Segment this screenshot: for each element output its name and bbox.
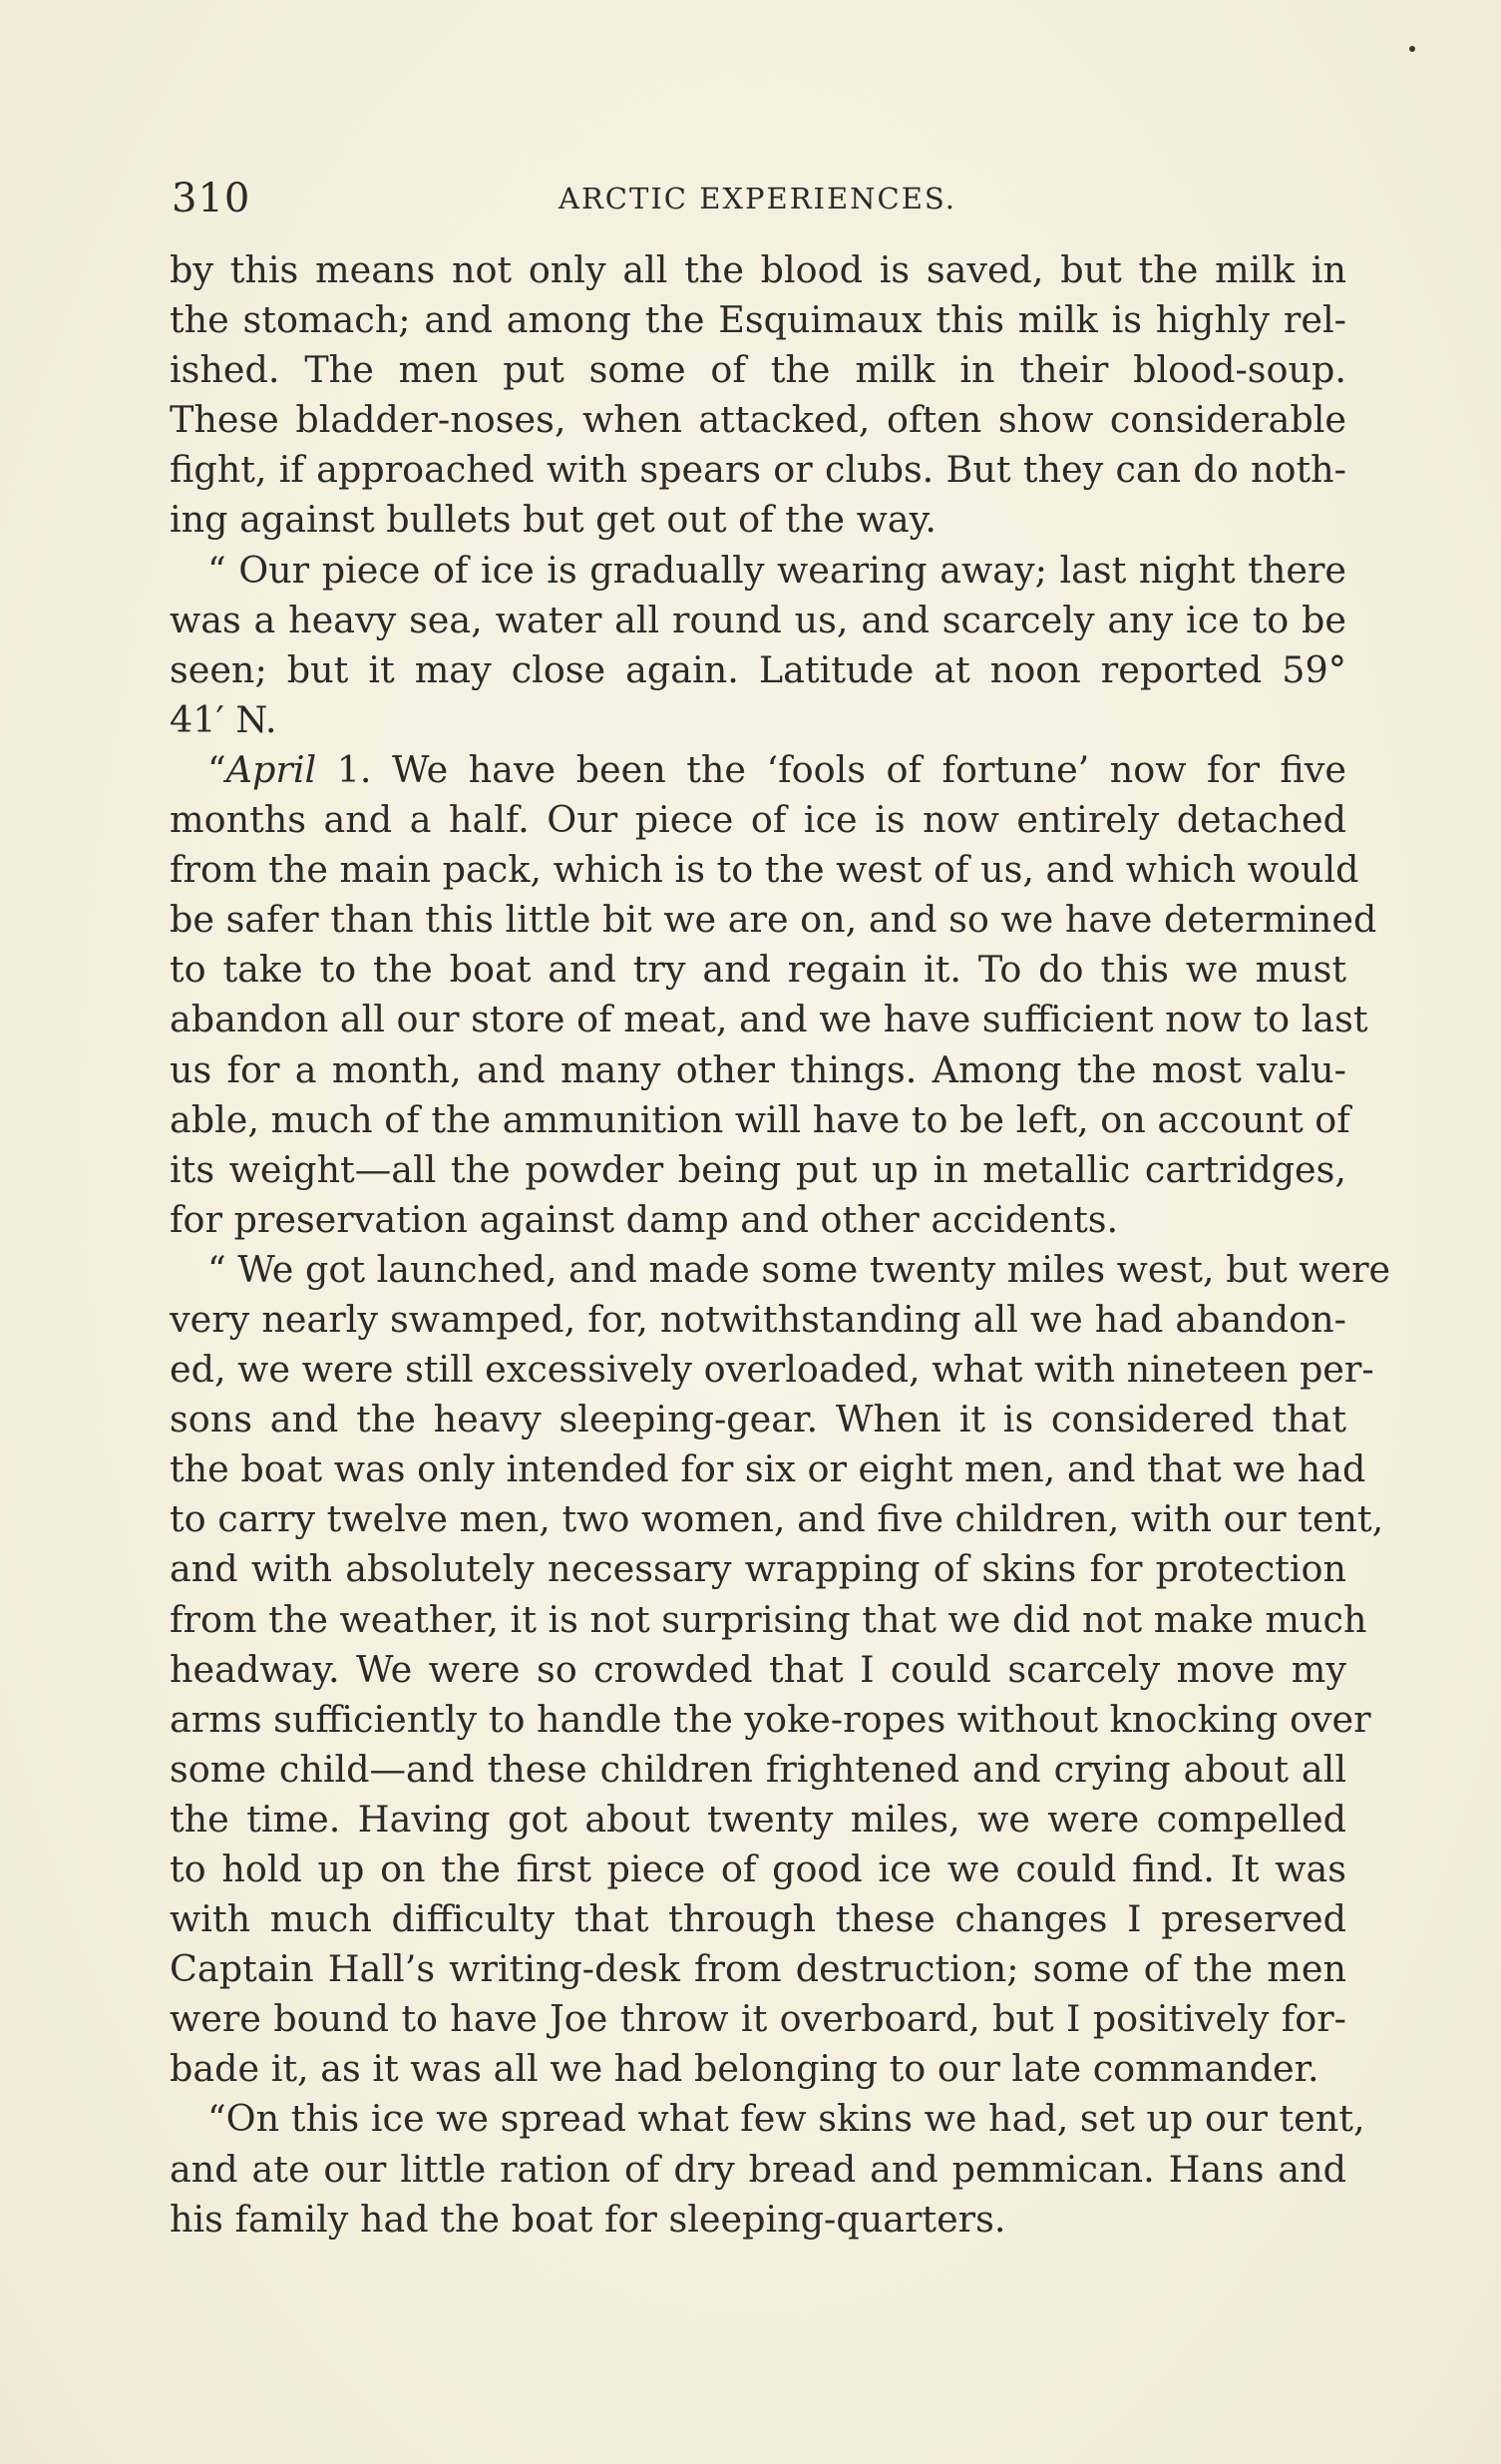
text-line: its weight—all the powder being put up in metallic cartridges, xyxy=(170,1147,1346,1191)
page-header xyxy=(172,170,1343,229)
text-line: months and a half. Our piece of ice is now entirely detached xyxy=(170,798,1346,842)
text-line: for preservation against damp and other accidents. xyxy=(170,1197,1119,1241)
running-head: ARCTIC EXPERIENCES. xyxy=(559,182,956,215)
text-line: his family had the boat for sleeping-quarters. xyxy=(170,2197,1006,2241)
text-line: to hold up on the first piece of good ice we could find. It was xyxy=(170,1848,1346,1890)
text-line: to take to the boat and try and regain it. To do this we must xyxy=(170,948,1346,992)
paragraph xyxy=(170,245,1346,546)
text-line: fight, if approached with spears or clubs. But they can do noth- xyxy=(170,448,1346,492)
text-line: seen; but it may close again. Latitude at noon reported 59° xyxy=(170,647,1346,691)
paragraph xyxy=(170,2094,1365,2244)
text-line: ished. The men put some of the milk in their blood-soup. xyxy=(170,348,1346,392)
text-line: us for a month, and many other things. Among the most valu- xyxy=(170,1047,1346,1091)
paragraph xyxy=(170,745,1377,1245)
text-line: “ We got launched, and made some twenty miles west, but were xyxy=(207,1247,1391,1291)
paper-speck xyxy=(1409,46,1415,52)
text-line-rest: 1. We have been the ‘fools of fortune’ now for five xyxy=(316,747,1346,791)
date-april: April xyxy=(225,747,317,791)
text-line: “On this ice we spread what few skins we had, set up our tent, xyxy=(207,2097,1365,2141)
text-line: abandon all our store of meat, and we have sufficient now to last xyxy=(170,998,1368,1041)
paragraph xyxy=(170,546,1346,745)
text-line: Captain Hall’s writing-desk from destruction; some of the men xyxy=(170,1947,1346,1991)
paragraph xyxy=(170,1245,1391,2095)
text-line: These bladder-noses, when attacked, often show considerable xyxy=(170,398,1346,442)
text-line: were bound to have Joe throw it overboard, but I positively for- xyxy=(170,1997,1346,2041)
text-line: bade it, as it was all we had belonging to our late commander. xyxy=(170,2047,1319,2091)
text-line: 41′ N. xyxy=(170,697,277,741)
text-line: was a heavy sea, water all round us, and scarcely any ice to be xyxy=(170,598,1346,641)
text-line: by this means not only all the blood is saved, but the milk in xyxy=(170,248,1346,291)
text-line: to carry twelve men, two women, and five children, with our tent, xyxy=(170,1497,1384,1541)
text-line: from the main pack, which is to the west of us, and which would xyxy=(170,848,1359,892)
text-line: headway. We were so crowded that I could scarcely move my xyxy=(170,1647,1346,1691)
body-text xyxy=(170,245,1391,2245)
text-line: sons and the heavy sleeping-gear. When it is considered that xyxy=(170,1398,1346,1441)
text-line: with much difficulty that through these changes I preserved xyxy=(170,1897,1346,1941)
text-line: ed, we were still excessively overloaded, what with nineteen per- xyxy=(170,1348,1374,1392)
text-line: very nearly swamped, for, notwithstanding all we had abandon- xyxy=(170,1297,1346,1341)
page-number: 310 xyxy=(172,176,251,221)
text-line: “ Our piece of ice is gradually wearing away; last night there xyxy=(207,548,1346,592)
text-line: the stomach; and among the Esquimaux this milk is highly rel- xyxy=(170,298,1346,342)
text-line: able, much of the ammunition will have to be left, on account of xyxy=(170,1097,1350,1141)
text-line: ing against bullets but get out of the way. xyxy=(170,498,938,542)
text-line: some child—and these children frightened and crying about all xyxy=(170,1747,1346,1791)
opening-quote: “ xyxy=(207,747,226,791)
text-line: from the weather, it is not surprising that we did not make much xyxy=(170,1597,1367,1641)
text-line: be safer than this little bit we are on, and so we have determined xyxy=(170,898,1377,942)
text-line xyxy=(170,745,1346,795)
text-line: the boat was only intended for six or eight men, and that we had xyxy=(170,1447,1366,1491)
text-line: and ate our little ration of dry bread and pemmican. Hans and xyxy=(170,2147,1346,2191)
text-line: and with absolutely necessary wrapping of skins for protection xyxy=(170,1547,1346,1591)
text-line: arms sufficiently to handle the yoke-ropes without knocking over xyxy=(170,1697,1371,1741)
text-line: the time. Having got about twenty miles, we were compelled xyxy=(170,1797,1346,1841)
